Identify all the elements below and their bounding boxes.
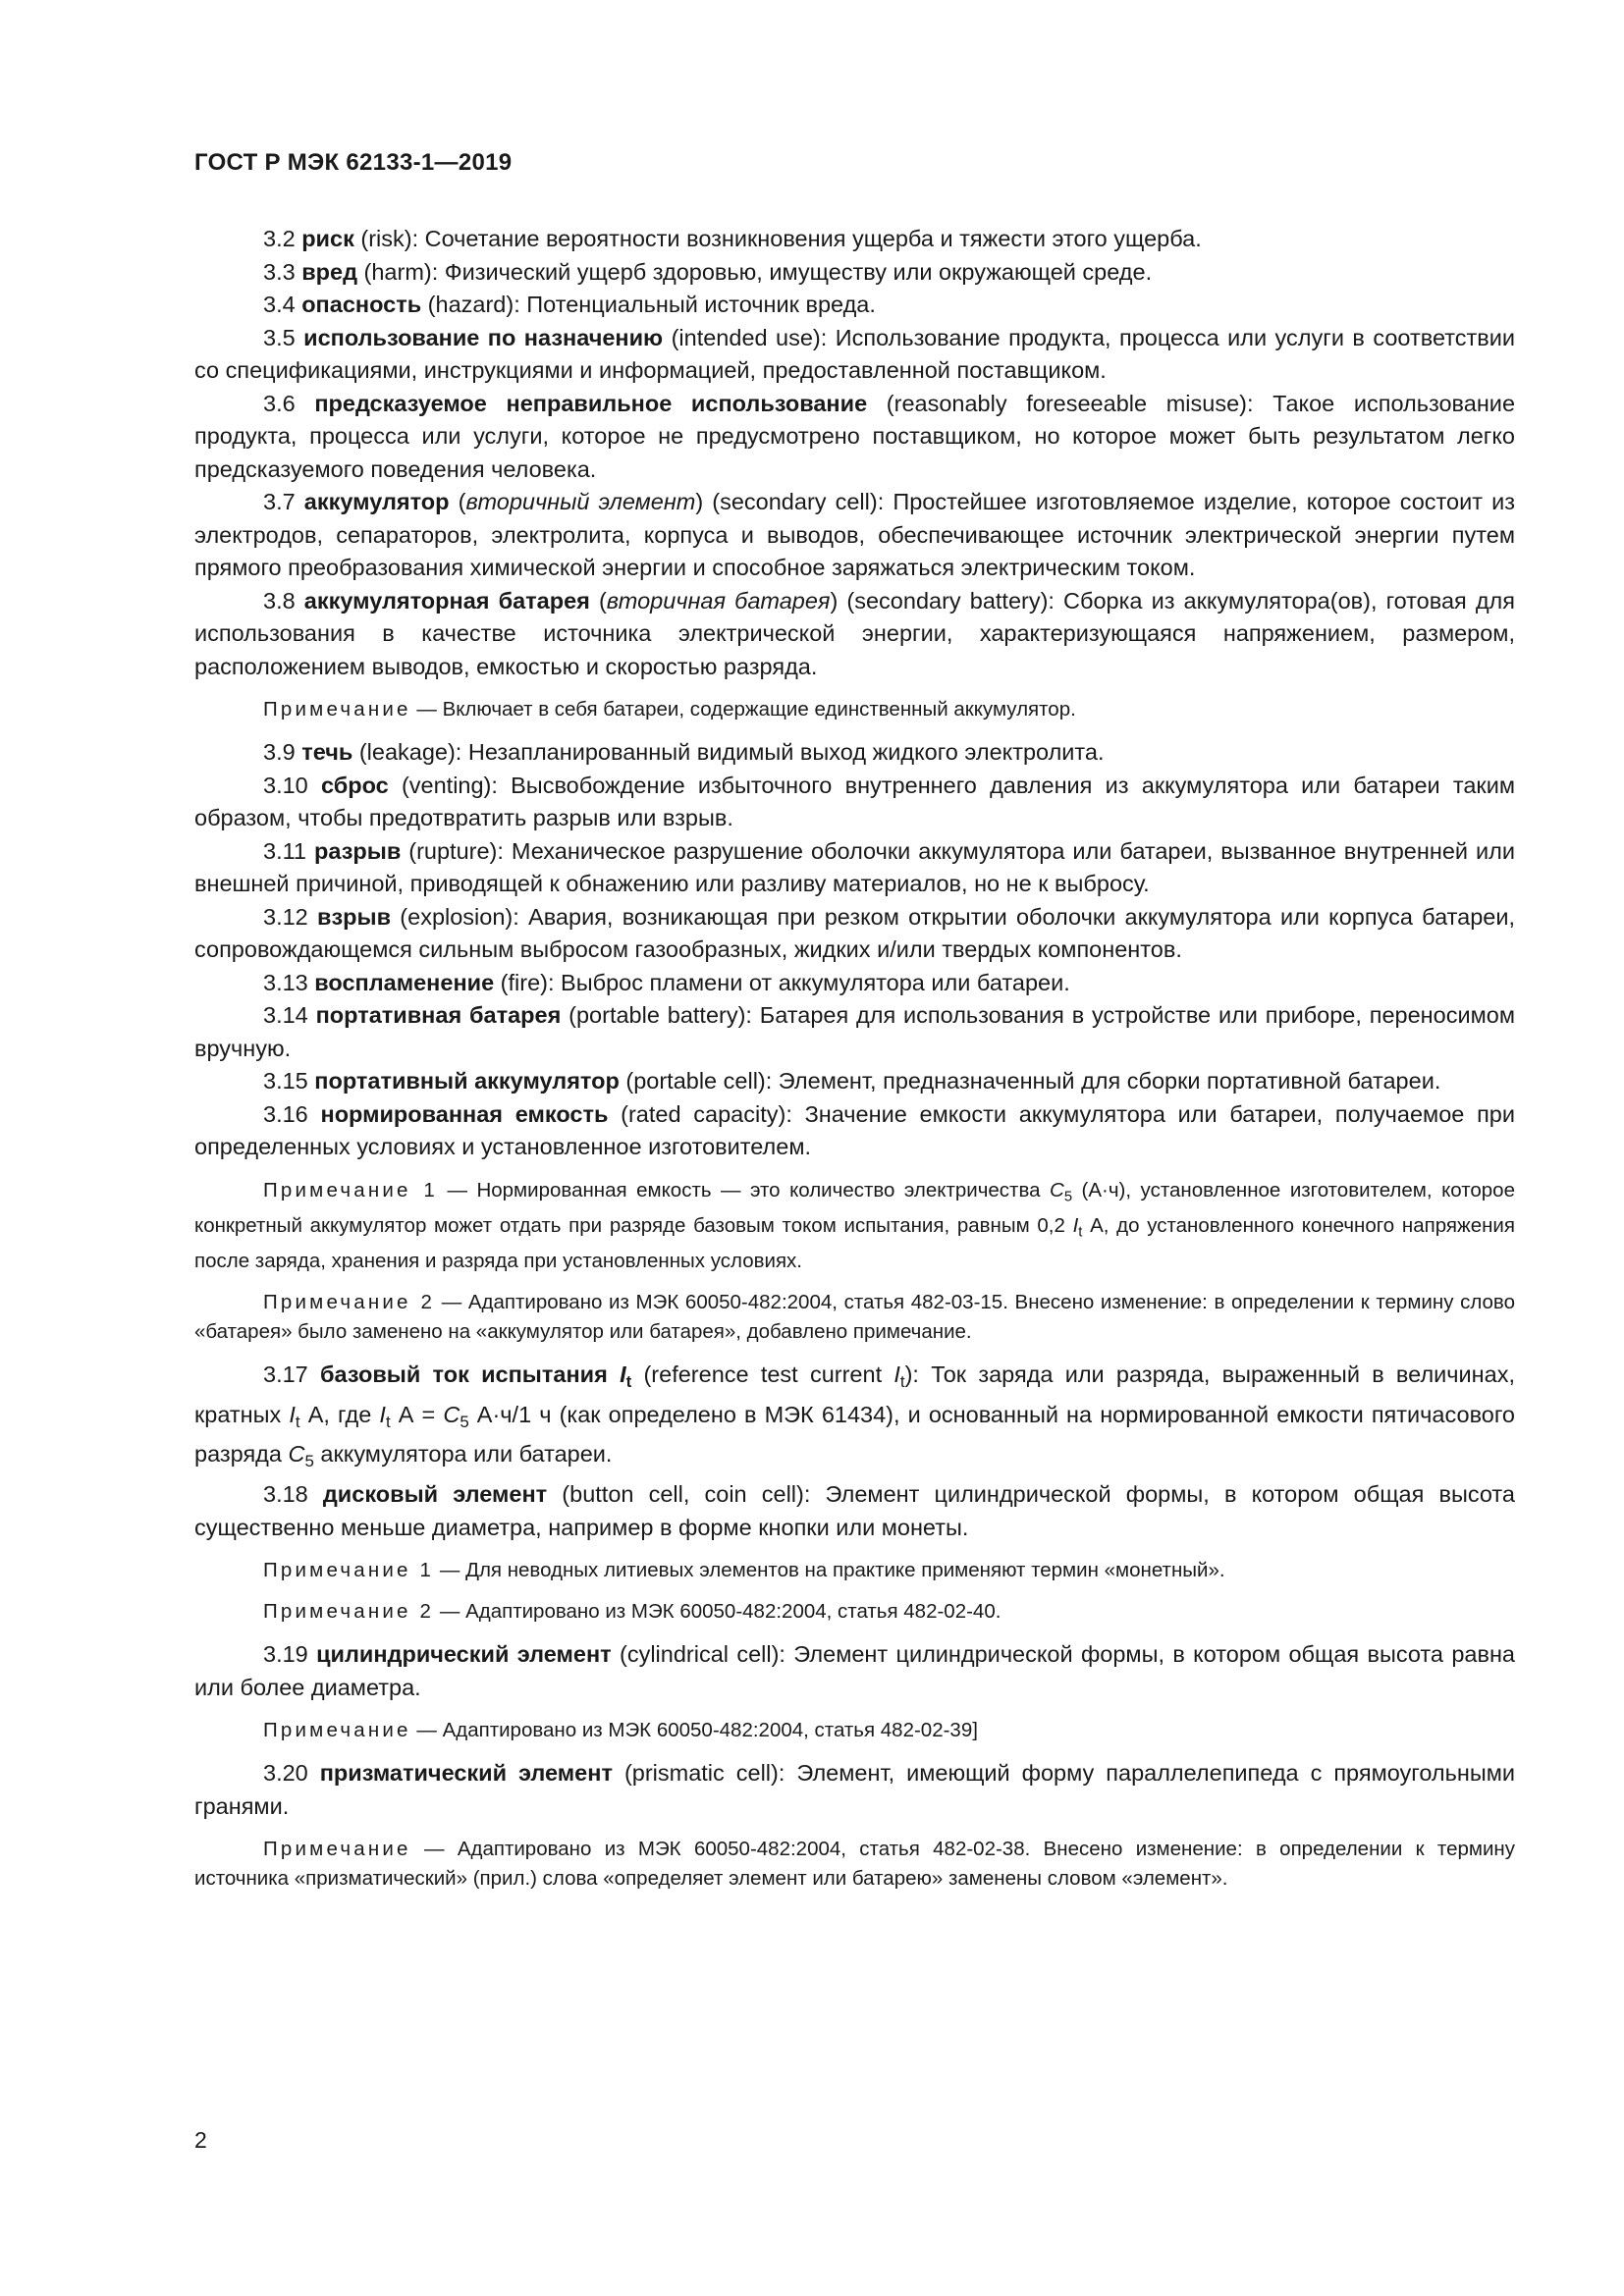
note-text: Адаптировано из МЭК 60050-482:2004, статья 482-02-39] (442, 1719, 978, 1742)
term: сброс (320, 772, 389, 798)
clause-number: 3.2 (263, 226, 296, 251)
clause-number: 3.17 (263, 1362, 308, 1388)
term: портативная батарея (315, 1002, 562, 1028)
definition-text: (venting): Высвобождение избыточного внутреннего давления из аккумулятора или батареи таким образом, чтобы предотвратить разрыв или взрыв. (194, 772, 1515, 830)
clause-number: 3.18 (263, 1481, 308, 1508)
note-label: Примечание (263, 1178, 411, 1201)
term: течь (301, 739, 353, 765)
note-label: Примечание (263, 1600, 411, 1624)
clause-number: 3.19 (263, 1641, 308, 1668)
document-body (194, 223, 1515, 1905)
note-3-20: Примечание — Адаптировано из МЭК 60050-482:2004, статья 482-02-38. Внесено изменение: в определении к термину источника «призматический» (прил.) слова «определяет элемент или батарею» заменены словом «элемент». (194, 1838, 1515, 1891)
definition-3-19 (194, 1638, 1515, 1704)
clause-number: 3.9 (263, 739, 296, 765)
definition-text: (hazard): Потенциальный источник вреда. (421, 292, 876, 317)
term: воспламенение (314, 969, 495, 995)
definition-3-4 (194, 289, 1515, 322)
definition-3-11 (194, 835, 1515, 901)
definition-3-20 (194, 1757, 1515, 1823)
definition-text: (portable cell): Элемент, предназначенный для сборки портативной батареи. (619, 1068, 1441, 1094)
clause-number: 3.16 (263, 1100, 308, 1127)
definition-3-7: 3.7 аккумулятор (вторичный элемент) (secondary cell): Простейшее изготовляемое изделие, которое состоит из электродов, сепараторов, электролита, корпуса и выводов, обеспечивающее источник электрической энергии путем прямого преобразования химической энергии и способное заряжаться электрическим током. (194, 489, 1516, 580)
note-text: Адаптировано из МЭК 60050-482:2004, статья 482-03-15. Внесено изменение: в определении к термину слово «батарея» было заменено на «аккумулятор или батарея», добавлено примечание. (194, 1291, 1515, 1344)
term: предсказуемое неправильное использование (314, 390, 868, 416)
clause-number: 3.15 (263, 1068, 308, 1094)
note-3-18-1: Примечание 1 — Для неводных литиевых элементов на практике применяют термин «монетный». (263, 1559, 1225, 1582)
definition-3-12 (194, 901, 1515, 967)
note-label: Примечание (263, 1838, 411, 1861)
definition-3-9 (194, 736, 1515, 770)
term: разрыв (314, 837, 402, 864)
term: опасность (301, 292, 422, 317)
term: использование по назначению (303, 324, 664, 350)
alternative-term: вторичный элемент (465, 489, 696, 514)
definition-text: (rated capacity): Значение емкости аккумулятора или батареи, получаемое при определенных условиях и установленное изготовителем. (194, 1100, 1516, 1159)
definition-text: ) (secondary battery): Сборка из аккумулятора(ов), готовая для использования в качестве источника электрической энергии, характеризующаяся напряжением, размером, расположением выводов, емкостью и скоростью разряда. (194, 587, 1515, 679)
clause-number: 3.4 (263, 292, 296, 317)
term: аккумуляторная батарея (303, 587, 590, 614)
definition-3-13 (194, 967, 1515, 1000)
note-3-19: Примечание — Адаптировано из МЭК 60050-482:2004, статья 482-02-39] (263, 1719, 978, 1742)
clause-number: 3.7 (263, 489, 296, 514)
term: дисковый элемент (322, 1481, 548, 1508)
clause-number: 3.10 (263, 772, 308, 798)
clause-number: 3.14 (263, 1002, 308, 1028)
document-header: ГОСТ Р МЭК 62133-1—2019 (194, 149, 513, 176)
clause-number: 3.6 (263, 390, 296, 416)
definition-text: ) (secondary cell): Простейшее изготовляемое изделие, которое состоит из электродов, сепараторов, электролита, корпуса и выводов, обеспечивающее источник электрической энергии путем прямого преобразования химической энергии и способное заряжаться электрическим током. (194, 489, 1516, 580)
definition-3-15 (194, 1065, 1515, 1098)
clause-number: 3.12 (263, 903, 308, 930)
note-text: Адаптировано из МЭК 60050-482:2004, статья 482-02-38. Внесено изменение: в определении к термину источника «призматический» (прил.) слова «определяет элемент или батарею» заменены словом «элемент». (194, 1838, 1515, 1891)
definition-text: (portable battery): Батарея для использования в устройстве или приборе, переносимом вручную. (194, 1002, 1515, 1061)
definition-3-8: 3.8 аккумуляторная батарея (вторичная батарея) (secondary battery): Сборка из аккумулятора(ов), готовая для использования в качестве источника электрической энергии, характеризующаяся напряжением, размером, расположением выводов, емкостью и скоростью разряда. (194, 587, 1515, 679)
clause-number: 3.11 (263, 837, 306, 864)
definition-text: (risk): Сочетание вероятности возникновения ущерба и тяжести этого ущерба. (353, 226, 1202, 251)
clause-number: 3.20 (263, 1760, 308, 1787)
definition-text: (prismatic cell): Элемент, имеющий форму параллелепипеда с прямоугольными гранями. (194, 1760, 1515, 1819)
page-number: 2 (194, 2127, 207, 2153)
definition-3-5 (194, 322, 1515, 388)
term: базовый ток испытания (320, 1362, 608, 1388)
definition-text: (rupture): Механическое разрушение оболочки аккумулятора или батареи, вызванное внутренней или внешней причиной, приводящей к обнажению или разливу материалов, но не к выбросу. (194, 837, 1515, 896)
note-3-8: Примечание — Включает в себя батареи, содержащие единственный аккумулятор. (263, 698, 1076, 721)
definition-text: (reasonably foreseeable misuse): Такое использование продукта, процесса или услуги, которое не предусмотрено поставщиком, но которое может быть результатом легко предсказуемого поведения человека. (194, 390, 1516, 482)
note-text: Для неводных литиевых элементов на практике применяют термин «монетный». (465, 1559, 1225, 1582)
term: взрыв (317, 903, 392, 930)
definition-text: (fire): Выброс пламени от аккумулятора или батареи. (494, 969, 1070, 995)
definition-text: (harm): Физический ущерб здоровью, имуществу или окружающей среде. (357, 258, 1153, 285)
definition-3-2 (194, 223, 1515, 256)
term: призматический элемент (319, 1760, 613, 1787)
definition-3-14 (194, 999, 1515, 1065)
clause-number: 3.13 (263, 969, 308, 995)
note-label: Примечание (263, 1719, 411, 1742)
definition-3-6 (194, 388, 1515, 487)
note-text: Адаптировано из МЭК 60050-482:2004, статья 482-02-40. (465, 1600, 1001, 1624)
note-3-18-2: Примечание 2 — Адаптировано из МЭК 60050-482:2004, статья 482-02-40. (263, 1600, 1001, 1624)
note-3-16-2: Примечание 2 — Адаптировано из МЭК 60050-482:2004, статья 482-03-15. Внесено изменение: в определении к термину слово «батарея» было заменено на «аккумулятор или батарея», добавлено примечание. (194, 1291, 1515, 1344)
term: риск (301, 226, 354, 251)
definition-text: (intended use): Использование продукта, процесса или услуги в соответствии со спецификациями, инструкциями и информацией, предоставленной поставщиком. (194, 324, 1515, 383)
definition-3-17: 3.17 базовый ток испытания $I_t$ (reference test current $I_t$): Ток заряда или разряда, выраженный в величинах, кратных $I_t$ А, где $I_t$ $А = C_5$ А·ч/1 ч (как определено в МЭК 61434), и основанный на нормированной емкости пятичасового разряда $C_5$ аккумулятора или батареи. (194, 1362, 1515, 1471)
definition-3-3 (194, 256, 1515, 290)
definition-text: (cylindrical cell): Элемент цилиндрической формы, в котором общая высота равна или более диаметра. (194, 1641, 1515, 1700)
definition-3-18 (194, 1478, 1515, 1544)
clause-number: 3.5 (263, 324, 296, 350)
term: портативный аккумулятор (314, 1068, 620, 1094)
note-3-16-1: Примечание 1 — Нормированная емкость — это количество электричества $C_5$ (А·ч), установленное изготовителем, которое конкретный аккумулятор может отдать при разряде базовым током испытания, равным 0,2 $I_t$ А, до установленного конечного напряжения после заряда, хранения и разряда при установленных условиях. (194, 1178, 1515, 1273)
definition-3-16 (194, 1098, 1515, 1164)
term: цилиндрический элемент (316, 1641, 612, 1668)
alternative-term: вторичная батарея (606, 587, 831, 614)
note-label: Примечание (263, 1291, 411, 1314)
definition-text: (leakage): Незапланированный видимый выход жидкого электролита. (352, 739, 1105, 765)
clause-number: 3.3 (263, 258, 296, 285)
note-label: Примечание (263, 1559, 411, 1582)
term: нормированная емкость (320, 1100, 609, 1127)
definition-text: (explosion): Авария, возникающая при резком открытии оболочки аккумулятора или корпуса батареи, сопровождающемся сильным выбросом газообразных, жидких и/или твердых компонентов. (194, 903, 1515, 962)
definition-3-10 (194, 770, 1515, 835)
note-text: Включает в себя батареи, содержащие единственный аккумулятор. (442, 698, 1076, 721)
note-label: Примечание (263, 698, 411, 721)
term: вред (301, 258, 357, 285)
clause-number: 3.8 (263, 587, 296, 614)
term: аккумулятор (303, 489, 450, 514)
definition-text: (button cell, coin cell): Элемент цилиндрической формы, в котором общая высота существенно меньше диаметра, например в форме кнопки или монеты. (194, 1481, 1515, 1540)
